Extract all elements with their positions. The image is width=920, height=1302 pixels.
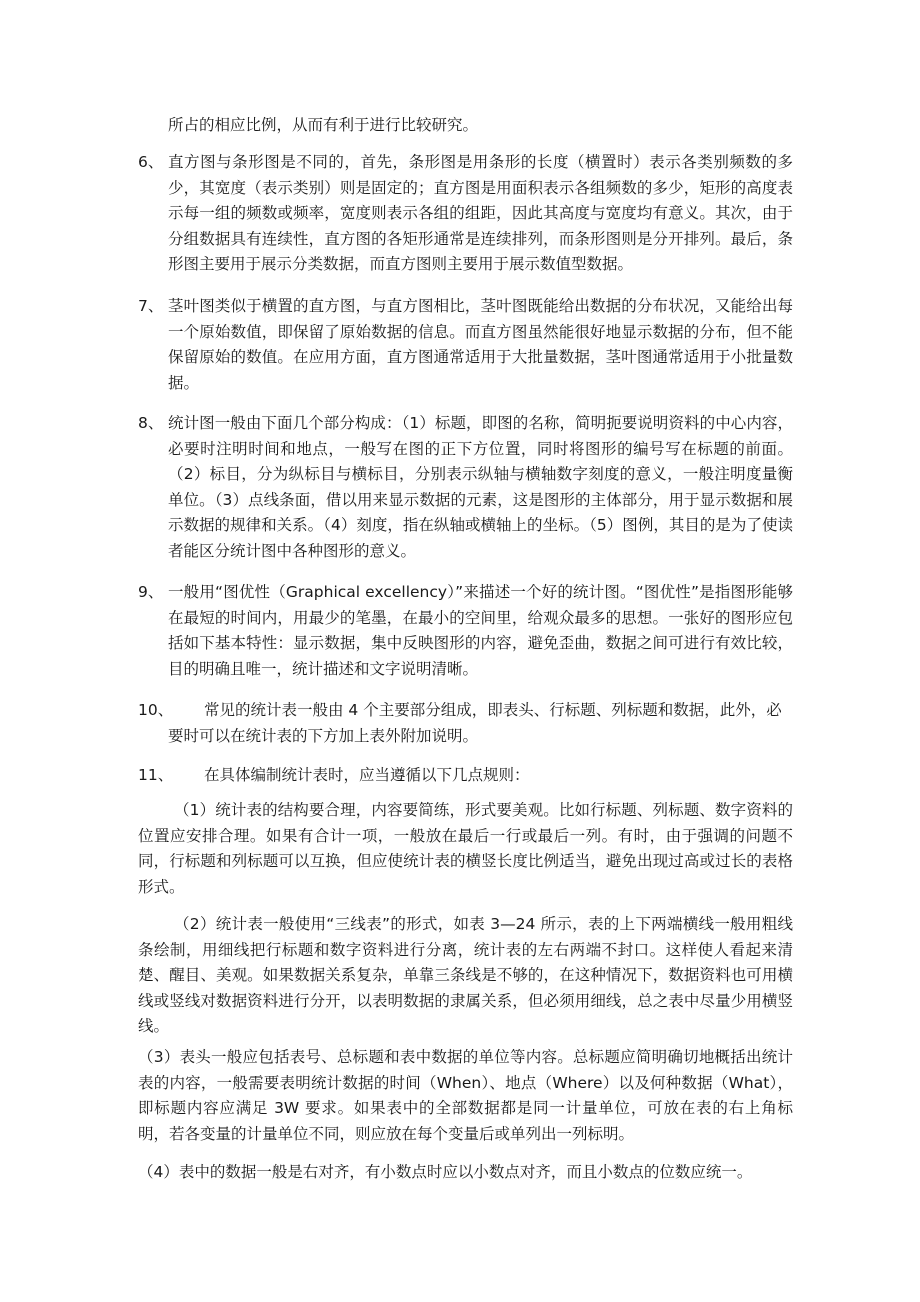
item-number: 9、: [138, 583, 164, 601]
item-text: 一般用“图优性（Graphical excellency）”来描述一个好的统计图。“图优性”是指图形能够在最短的时间内，用最少的笔墨，在最小的空间里，给观众最多的思想。一张好的图形应包括如下基本特性：显示数据，集中反映图形的内容，避免歪曲，数据之间可进行有效比较，目的明确且唯一，统计描述和文字说明清晰。: [168, 583, 793, 678]
list-item-10: [138, 698, 793, 749]
continuation-text: 所占的相应比例，从而有利于进行比较研究。: [168, 116, 479, 134]
rule-paragraph-4: （4）表中的数据一般是右对齐，有小数点时应以小数点对齐，而且小数点的位数应统一。: [138, 1163, 753, 1181]
item-number: 7、: [138, 297, 164, 315]
item-text: 常见的统计表一般由 4 个主要部分组成，即表头、行标题、列标题和数据，此外，必要时可以在统计表的下方加上表外附加说明。: [168, 701, 782, 745]
rule-paragraph-2: （2）统计表一般使用“三线表”的形式，如表 3—24 所示，表的上下两端横线一般用粗线条绘制，用细线把行标题和数字资料进行分离，统计表的左右两端不封口。这样使人看起来清楚、醒目、美观。如果数据关系复杂，单靠三条线是不够的，在这种情况下，数据资料也可用横线或竖线对数据资料进行分开，以表明数据的隶属关系，但必须用细线，总之表中尽量少用横竖线。: [138, 915, 793, 1035]
item-text: 统计图一般由下面几个部分构成：（1）标题，即图的名称，简明扼要说明资料的中心内容，必要时注明时间和地点，一般写在图的正下方位置，同时将图形的编号写在标题的前面。（2）标目，分为纵标目与横标目，分别表示纵轴与横轴数字刻度的意义，一般注明度量衡单位。（3）点线条面，借以用来显示数据的元素，这是图形的主体部分，用于显示数据和展示数据的规律和关系。（4）刻度，指在纵轴或横轴上的坐标。（5）图例，其目的是为了使读者能区分统计图中各种图形的意义。: [168, 414, 793, 560]
item-number: 11、: [138, 766, 174, 784]
list-item-7: [138, 294, 793, 396]
item-number: 10、: [138, 701, 174, 719]
item-text: 茎叶图类似于横置的直方图，与直方图相比，茎叶图既能给出数据的分布状况，又能给出每一个原始数值，即保留了原始数据的信息。而直方图虽然能很好地显示数据的分布，但不能保留原始的数值。在应用方面，直方图通常适用于大批量数据，茎叶图通常适用于小批量数据。: [168, 297, 793, 392]
list-item-9: [138, 580, 793, 682]
list-item-8: [138, 411, 793, 564]
item-text: 在具体编制统计表时，应当遵循以下几点规则：: [204, 766, 530, 784]
item-number: 8、: [138, 414, 164, 432]
list-item-11: [138, 763, 793, 789]
item-number: 6、: [138, 153, 164, 171]
rule-paragraph-3: （3）表头一般应包括表号、总标题和表中数据的单位等内容。总标题应简明确切地概括出统计表的内容，一般需要表明统计数据的时间（When）、地点（Where）以及何种数据（What），即标题内容应满足 3W 要求。如果表中的全部数据都是同一计量单位，可放在表的右上角标明，若各变量的计量单位不同，则应放在每个变量后或单列出一列标明。: [138, 1048, 793, 1143]
rule-paragraph-1: （1）统计表的结构要合理，内容要简练，形式要美观。比如行标题、列标题、数字资料的位置应安排合理。如果有合计一项，一般放在最后一行或最后一列。有时，由于强调的问题不同，行标题和列标题可以互换，但应使统计表的横竖长度比例适当，避免出现过高或过长的表格形式。: [138, 801, 793, 896]
item-text: 直方图与条形图是不同的，首先，条形图是用条形的长度（横置时）表示各类别频数的多少，其宽度（表示类别）则是固定的；直方图是用面积表示各组频数的多少，矩形的高度表示每一组的频数或频率，宽度则表示各组的组距，因此其高度与宽度均有意义。其次，由于分组数据具有连续性，直方图的各矩形通常是连续排列，而条形图则是分开排列。最后，条形图主要用于展示分类数据，而直方图则主要用于展示数值型数据。: [168, 153, 793, 273]
list-item-6: [138, 150, 793, 278]
